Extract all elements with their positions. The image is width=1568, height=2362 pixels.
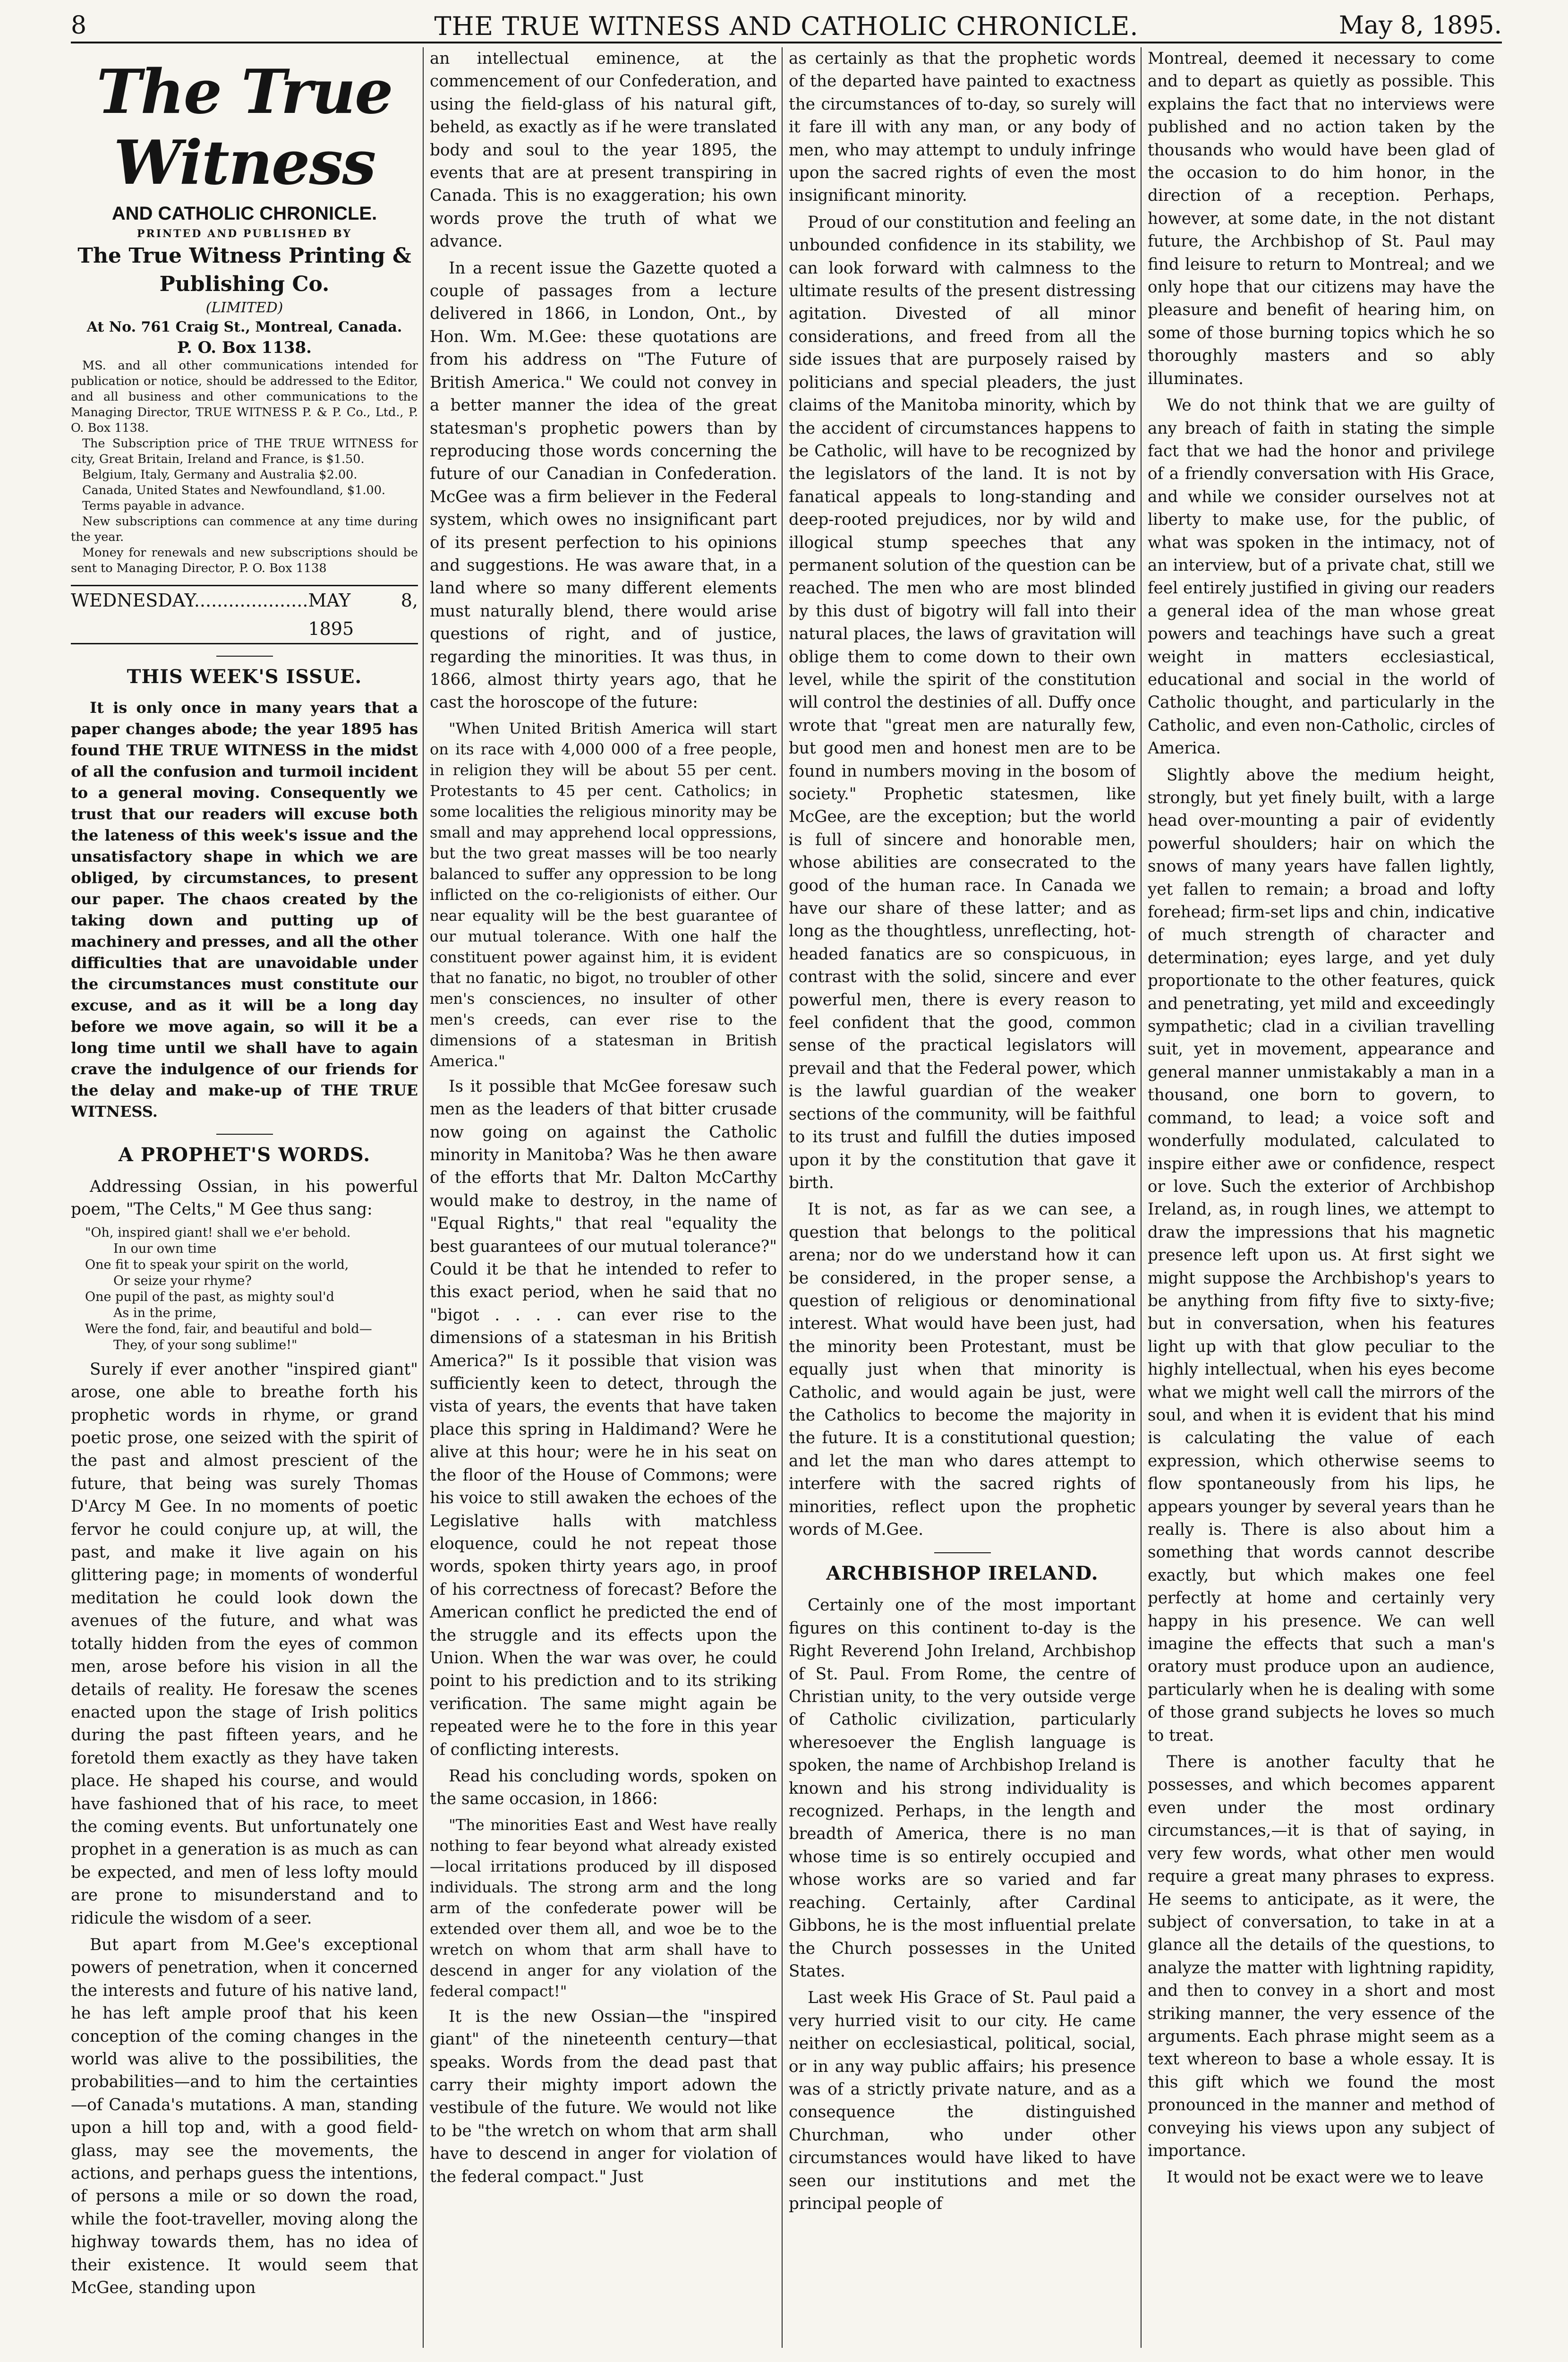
article-paragraph: Slightly above the medium height, strongly, but yet finely built, with a large head over-mounting a pair of evidently powerful shoulders; hair on which the snows of many years have fallen lightly, yet fallen to remain; a broad and lofty forehead; firm-set lips and chin, indicative of much strength of character and determination; eyes large, and yet duly proportionate to the other features, quick and penetrating, yet mild and exceedingly sympathetic; clad in a civilian travelling suit, yet in movement, appearance and general manner unmistakably a man in a thousand, one born to govern, to command, to lead; a voice soft and wonderfully modulated, calculated to inspire either awe or confidence, respect or love. Such the exterior of Archbishop Ireland, as, in rough lines, we attempt to draw the impressions that his magnetic presence left upon us. At first sight we might suppose the Archbishop's years to be anything from fifty five to sixty-five; but in conversation, when his features light up with that glow peculiar to the highly intellectual, when his eyes become what we might well call the mirrors of the soul, and when it is evident that his mind is calculating the value of each expression, which otherwise seems to flow spontaneously from his lips, he appears younger by several years than he really is. There is also about him a something that words cannot describe exactly, but which makes one feel perfectly at home and certainly very happy in his presence. We can well imagine the effects that such a man's oratory must produce upon an audience, particularly when he is dealing with some of those grand subjects he loves so much to treat. [1148, 765, 1495, 1745]
article-quote: "When United British America will start on its race with 4,000 000 of a free people, in religion they will be about 55 per cent. Protestants to 45 per cent. Catholics; in some localities the religious minority may be small and may apprehend local oppressions, but the two great masses will be too nearly balanced to suffer any oppression to be long inflicted on the co-religionists of either. Our near equality will be the best guarantee of our mutual tolerance. With one half the constituent power against him, it is evident that no fanatic, no bigot, no troubler of other men's consciences, no insulter of other men's creeds, can ever rise to the dimensions of a statesman in British America." [430, 719, 777, 1070]
section-heading-issue: THIS WEEK'S ISSUE. [71, 656, 418, 691]
dateline-weekday: WEDNESDAY.................... [71, 590, 308, 611]
masthead-title: The True Witness [96, 57, 392, 198]
section-heading-archbishop: ARCHBISHOP IRELAND. [789, 1552, 1136, 1587]
article-paragraph: Surely if ever another "inspired giant" arose, one able to breathe forth his prophetic words in rhyme, or grand poetic prose, one seized with the spirit of the past and almost prescient of the future, that being was surely Thomas D'Arcy M Gee. In no moments of poetic fervor he could conjure up, at will, the past, and make it live again on his glittering page; in moments of wonderful meditation he could look down the avenues of the future, and what was totally hidden from the eyes of common men, arose before his vision in all the details of reality. He foresaw the scenes enacted upon the stage of Irish politics during the past fifteen years, and he foretold them exactly as they have taken place. He shaped his course, and would have fashioned that of his race, to meet the coming events. But unfortunately one prophet in a generation is as much as can be expected, and men of less lofty mould are prone to misunderstand and to ridicule the wisdom of a seer. [71, 1360, 418, 1928]
article-paragraph: Proud of our constitution and feeling an unbounded confidence in its stability, we can look forward with calmness to the ultimate results of the present distressing agitation. Divested of all minor considerations, and freed from all the side issues that are purposely raised by politicians and special pleaders, the just claims of the Manitoba minority, which by the accident of circumstances happens to be Catholic, will have to be recognized by the legislators of the land. It is not by fanatical appeals to long-standing and deep-rooted prejudices, nor by wild and illogical stump speeches that any permanent solution of the question can be reached. The men who are most blinded by this dust of bigotry will fall into their natural places, the laws of gravitation will oblige them to come down to their own level, while the spirit of the constitution will control the destinies of all. Duffy once wrote that "great men are naturally few, but good men and honest men are to be found in numbers moving in the bosom of society." Prophetic statesmen, like McGee, are the exception; but the world is full of sincere and honorable men, whose abilities are consecrated to the good of the human race. In Canada we have our share of these latter; and as long as the thoughtless, unreflecting, hot-headed fanatics are so conspicuous, in contrast with the solid, sincere and ever powerful men, there is every reason to feel confident that the good, common sense of the practical legislators will prevail and that the Federal power, which is the lawful guardian of the weaker sections of the community, will be faithful to its trust and fulfill the duties imposed upon it by the constitution that gave it birth. [789, 213, 1136, 1192]
article-paragraph: Certainly one of the most important figures on this continent to-day is the Right Reverend John Ireland, Archbishop of St. Paul. From Rome, the centre of Christian unity, to the very outside verge of Catholic civilization, particularly wheresoever the English language is spoken, the name of Archbishop Ireland is known and his strong individuality is recognized. Perhaps, in the length and breadth of America, there is no man whose time is so entirely occupied and whose works are so varied and far reaching. Certainly, after Cardinal Gibbons, he is the most influential prelate the Church possesses in the United States. [789, 1596, 1136, 1981]
notice: Money for renewals and new subscriptions should be sent to Managing Director, P. O. Box 1138 [71, 546, 418, 575]
newspaper-title: THE TRUE WITNESS AND CATHOLIC CHRONICLE. [434, 11, 1139, 41]
article-paragraph: But apart from M.Gee's exceptional powers of penetration, when it concerned the interests and future of his native land, he has left ample proof that his keen conception of the coming changes in the world was alive to the possibilities, the probabilities—and to him the certainties—of Canada's mutations. A man, standing upon a hill top and, with a good field-glass, may see the movements, the actions, and perhaps guess the intentions, of persons a mile or so down the road, while the foot-traveller, moving along the highway towards them, has no idea of their existence. It would seem that McGee, standing upon [71, 1935, 418, 2298]
masthead-subtitle: AND CATHOLIC CHRONICLE. [111, 203, 377, 224]
column-4 [1148, 47, 1495, 2362]
column-3 [789, 47, 1136, 2362]
verse-line: As in the prime, [113, 1305, 217, 1320]
verse-line: In our own time [113, 1241, 217, 1256]
poem-verse [71, 1225, 418, 1353]
column-rule [423, 47, 424, 2348]
column-1 [71, 47, 418, 2362]
notice: Canada, United States and Newfoundland, $1.00. [82, 483, 386, 497]
issue-dateline [71, 585, 418, 644]
section-heading-prophet: A PROPHET'S WORDS. [71, 1134, 418, 1169]
subscription-notices [71, 358, 418, 576]
notice: The Subscription price of THE TRUE WITNESS for city, Great Britain, Ireland and France, is $1.50. [71, 436, 418, 466]
column-rule [782, 47, 783, 2348]
article-paragraph: Addressing Ossian, in his powerful poem, "The Celts," M Gee thus sang: [71, 1177, 418, 1219]
verse-line: One fit to speak your spirit on the world, [85, 1257, 349, 1272]
verse-line: They, of your song sublime!" [113, 1337, 298, 1352]
publisher-limited: (LIMITED) [205, 300, 283, 316]
notice: New subscriptions can commence at any time during the year. [71, 514, 418, 544]
publisher-name: The True Witness Printing & Publishing Co. [77, 244, 411, 296]
column-rule [1141, 47, 1142, 2348]
page-header [71, 9, 1502, 43]
article-paragraph: as certainly as that the prophetic words of the departed have painted to exactness the circumstances of to-day, so surely will it fare ill with any man, or any body of men, who may attempt to unduly infringe upon the sacred rights of even the most insignificant minority. [789, 49, 1136, 205]
notice: MS. and all other communications intended for publication or notice, should be addressed to the Editor, and all business and other communications to the Managing Director, TRUE WITNESS P. & P. Co., Ltd., P. O. Box 1138. [71, 359, 418, 435]
article-paragraph: In a recent issue the Gazette quoted a couple of passages from a lecture delivered in 1866, in London, Ont., by Hon. Wm. M.Gee: these quotations are from his address on "The Future of British America." We could not convey in a better manner the idea of the great statesman's prophetic powers than by reproducing those words concerning the future of our Canadian in Confederation. McGee was a firm believer in the Federal system, which owes no insignificant part of its present perfection to his opinions and suggestions. He was aware that, in a land where so many different elements must naturally blend, there would arise questions of right, and of justice, regarding the minorities. It was thus, in 1866, almost thirty years ago, that he cast the horoscope of the future: [430, 258, 777, 712]
notice: Belgium, Italy, Germany and Australia $2.00. [82, 468, 358, 482]
article-paragraph: Is it possible that McGee foresaw such men as the leaders of that bitter crusade now going on against the Catholic minority in Manitoba? Was he then aware of the efforts that Mr. Dalton McCarthy would make to destroy, in the name of "Equal Rights," that real "equality the best guarantees of our mutual tolerance?" Could it be that he intended to refer to this exact period, when he said that no "bigot . . . . can ever rise to the dimensions of a statesman in his British America?" Is it possible that vision was sufficiently keen to detect, through the vista of years, the events that have taken place this spring in Haldimand? Were he alive at this hour; were he in his seat on the floor of the House of Commons; were his voice to still awaken the echoes of the Legislative halls with matchless eloquence, could he not repeat those words, spoken thirty years ago, in proof of his correctness of forecast? Before the American conflict he predicted the end of the struggle and its effects upon the Union. When the war was over, he could point to his prediction and to its striking verification. The same might again be repeated were he to the fore in this year of conflicting interests. [430, 1077, 777, 1759]
dateline-date: MAY 8, 1895 [308, 590, 418, 639]
verse-line: Or seize your rhyme? [113, 1273, 252, 1288]
article-paragraph: Last week His Grace of St. Paul paid a very hurried visit to our city. He came neither on ecclesiastical, political, social, or in any way public affairs; his presence was of a strictly private nature, and as a consequence the distinguished Churchman, who under other circumstances would have liked to have seen our institutions and met the principal people of [789, 1988, 1136, 2213]
issue-notice: It is only once in many years that a paper changes abode; the year 1895 has found THE TRUE WITNESS in the midst of all the confusion and turmoil incident to a general moving. Consequently we trust that our readers will excuse both the lateness of this week's issue and the unsatisfactory shape in which we are obliged, by circumstances, to present our paper. The chaos created by the taking down and putting up of machinery and presses, and all the other difficulties that are unavoidable under the circumstances must constitute our excuse, and as it will be a long day before we move again, so will it be a long time until we shall have to again crave the indulgence of our friends for the delay and make-up of THE TRUE WITNESS. [71, 699, 418, 1121]
po-box: P. O. Box 1138. [177, 338, 312, 357]
header-date: May 8, 1895. [1338, 11, 1502, 40]
article-paragraph: Montreal, deemed it necessary to come and to depart as quietly as possible. This explains the fact that no interviews were published and no action taken by the thousands who would have been glad of the occasion to do him honor, in the direction of a reception. Perhaps, however, at some date, in the not distant future, the Archbishop of St. Paul may find leisure to return to Montreal; and we only hope that our citizens may have the pleasure and benefit of hearing him, on some of those burning topics which he so thoroughly masters and so ably illuminates. [1148, 49, 1495, 388]
page-number: 8 [71, 11, 87, 40]
verse-line: Were the fond, fair, and beautiful and bold— [85, 1321, 372, 1336]
publisher-address: At No. 761 Craig St., Montreal, Canada. [86, 319, 402, 335]
notice: Terms payable in advance. [82, 499, 245, 513]
article-quote: "The minorities East and West have really nothing to fear beyond what already existed—local irritations produced by ill disposed individuals. The strong arm and the long arm of the confederate power will be extended over them all, and woe be to the wretch on whom that arm shall have to descend in anger for any violation of the federal compact!" [430, 1815, 777, 2000]
verse-line: "Oh, inspired giant! shall we e'er behold. [85, 1225, 351, 1240]
article-paragraph: We do not think that we are guilty of any breach of faith in stating the simple fact that we had the honor and privilege of a friendly conversation with His Grace, and while we consider ourselves not at liberty to make use, for the public, of what was spoken in the intimacy, not of an interview, but of a private chat, still we feel entirely justified in giving our readers a general idea of the man whose great powers and teachings have such a great weight in matters ecclesiastical, educational and social in the world of Catholic thought, and particularly in the Catholic, and even non-Catholic, circles of America. [1148, 396, 1495, 758]
printed-by: PRINTED AND PUBLISHED BY [136, 228, 352, 240]
article-paragraph: an intellectual eminence, at the commencement of our Confederation, and using the field-glass of his natural gift, beheld, as exactly as if he were translated body and soul to the year 1895, the events that are at present transpiring in Canada. This is no exaggeration; his own words prove the truth of what we advance. [430, 49, 777, 251]
article-paragraph: There is another faculty that he possesses, and which becomes apparent even under the most ordinary circumstances,—it is that of saying, in very few words, what other men would require a great many phrases to express. He seems to anticipate, as it were, the subject of conversation, to take in at a glance all the details of the questions, to analyze the matter with lightning rapidity, and then to convey in a short and most striking manner, the very essence of the arguments. Each phrase might seem as a text whereon to base a whole essay. It is this gift which we found the most pronounced in the manner and method of conveying his views upon any subject of importance. [1148, 1753, 1495, 2160]
article-paragraph: It would not be exact were we to leave [1167, 2168, 1484, 2187]
article-paragraph: It is not, as far as we can see, a question that belongs to the political arena; nor do we understand how it can be considered, in the proper sense, a question of religious or denominational interest. What would have been just, had the minority been Protestant, must be equally just when that minority is Catholic, and would again be just, were the Catholics to become the majority in the future. It is a constitutional question; and let the man who dares attempt to interfere with the sacred rights of minorities, reflect upon the prophetic words of M.Gee. [789, 1200, 1136, 1539]
verse-line: One pupil of the past, as mighty soul'd [85, 1289, 334, 1304]
article-paragraph: It is the new Ossian—the "inspired giant" of the nineteenth century—that speaks. Words from the dead past that carry their mighty import adown the vestibule of the future. We would not like to be "the wretch on whom that arm shall have to descend in anger for violation of the federal compact." Just [430, 2007, 777, 2186]
article-paragraph: Read his concluding words, spoken on the same occasion, in 1866: [430, 1766, 777, 1809]
column-2 [430, 47, 777, 2362]
